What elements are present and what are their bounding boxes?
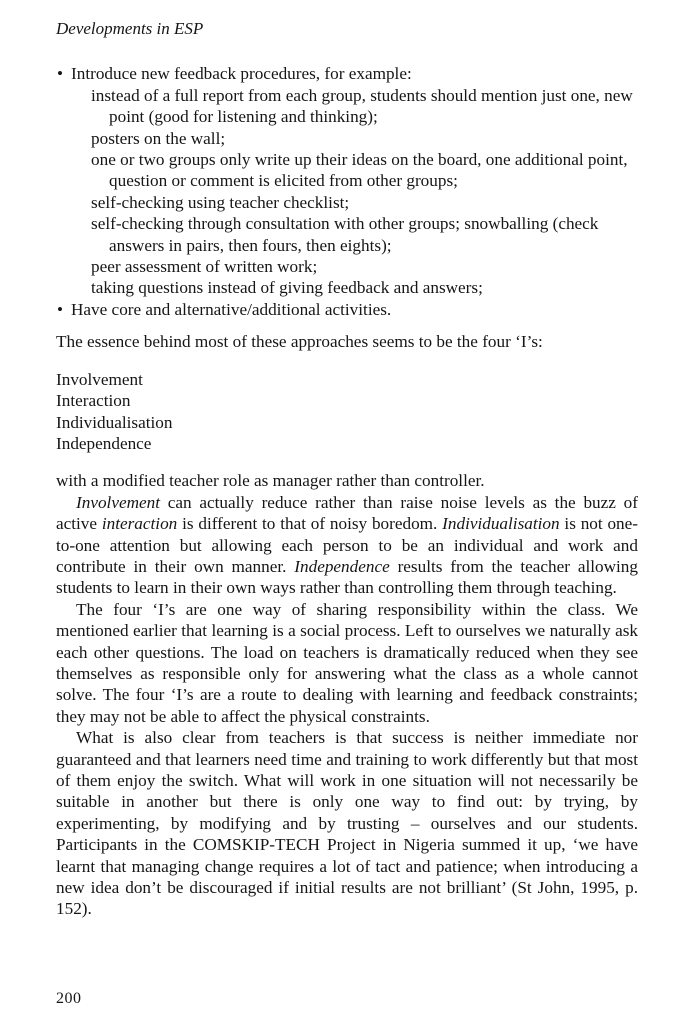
text-run: is not one-to-one attention but allowing each person to be an individual and work and contribute in their own manner. bbox=[56, 514, 638, 576]
sub-item: self-checking using teacher checklist; bbox=[91, 192, 350, 212]
term-individualisation: Individualisation bbox=[442, 514, 560, 534]
paragraph-success: What is also clear from teachers is that success is neither immediate nor guaranteed and that learners need time and training to work differently but that most of them enjoy the switch. What will work in one situation will not necessarily be suitable in another but there is only one way to find out: by trying, by experimenting, by modifying and by trusting – ourselves and our students. Participants in the COMSKIP-TECH Project in Nigeria summed it up, ‘we have learnt that managing change requires a lot of tact and patience; when introducing a new idea don’t be discouraged if initial results are not brilliant’ (St John, 1995, p. 152). bbox=[56, 728, 638, 919]
sub-item: posters on the wall; bbox=[91, 128, 226, 148]
four-is-item: Involvement bbox=[56, 369, 143, 389]
term-independence: Independence bbox=[294, 556, 390, 576]
four-is-item: Interaction bbox=[56, 391, 131, 411]
text-run: is different to that of noisy boredom. bbox=[177, 514, 443, 534]
sub-item: instead of a full report from each group, students should mention just one, new point (good for listening and thinking); bbox=[91, 85, 633, 127]
paragraph-four-is: The four ‘I’s are one way of sharing responsibility within the class. We mentioned earlier that learning is a social process. Left to ourselves we naturally ask each other questions. The load on teachers is dramatically reduced when they see themselves as responsible only for answering what the class as a whole cannot solve. The four ‘I’s are a route to dealing with learning and feedback constraints; they may not be able to affect the physical constraints. bbox=[56, 599, 638, 726]
four-is-item: Independence bbox=[56, 433, 152, 453]
text-run: can actually reduce rather than raise noise levels as the buzz of active bbox=[56, 492, 638, 534]
intro-paragraph: The essence behind most of these approaches seems to be the four ‘I’s: bbox=[56, 332, 543, 352]
book-page bbox=[54, 18, 638, 920]
bullet-text: Have core and alternative/additional activities. bbox=[71, 299, 392, 319]
sub-item: self-checking through consultation with other groups; snowballing (check answers in pairs, then fours, then eights); bbox=[91, 214, 599, 255]
paragraph-involvement bbox=[56, 492, 638, 599]
four-is-item: Individualisation bbox=[56, 412, 173, 432]
sub-item: taking questions instead of giving feedback and answers; bbox=[91, 278, 483, 298]
body-text bbox=[56, 470, 638, 920]
bullet-icon: • bbox=[57, 64, 64, 84]
text-run: results from the teacher allowing students to learn in their own ways rather than controlling them through teaching. bbox=[56, 556, 638, 598]
bullet-item bbox=[54, 299, 638, 320]
bullet-text: Introduce new feedback procedures, for example: bbox=[71, 64, 412, 84]
term-interaction: interaction bbox=[101, 514, 178, 534]
bullet-list bbox=[54, 63, 638, 320]
running-head: Developments in ESP bbox=[56, 19, 204, 38]
sub-list bbox=[71, 85, 638, 299]
sub-item: peer assessment of written work; bbox=[91, 257, 318, 277]
page-number: 200 bbox=[56, 990, 82, 1007]
paragraph-manager-role: with a modified teacher role as manager rather than controller. bbox=[56, 471, 485, 491]
bullet-item bbox=[54, 63, 638, 298]
four-is-list bbox=[56, 369, 638, 455]
sub-item: one or two groups only write up their ideas on the board, one additional point, question or comment is elicited from other groups; bbox=[91, 150, 628, 191]
term-involvement: Involvement bbox=[76, 492, 160, 512]
bullet-icon: • bbox=[57, 299, 64, 319]
